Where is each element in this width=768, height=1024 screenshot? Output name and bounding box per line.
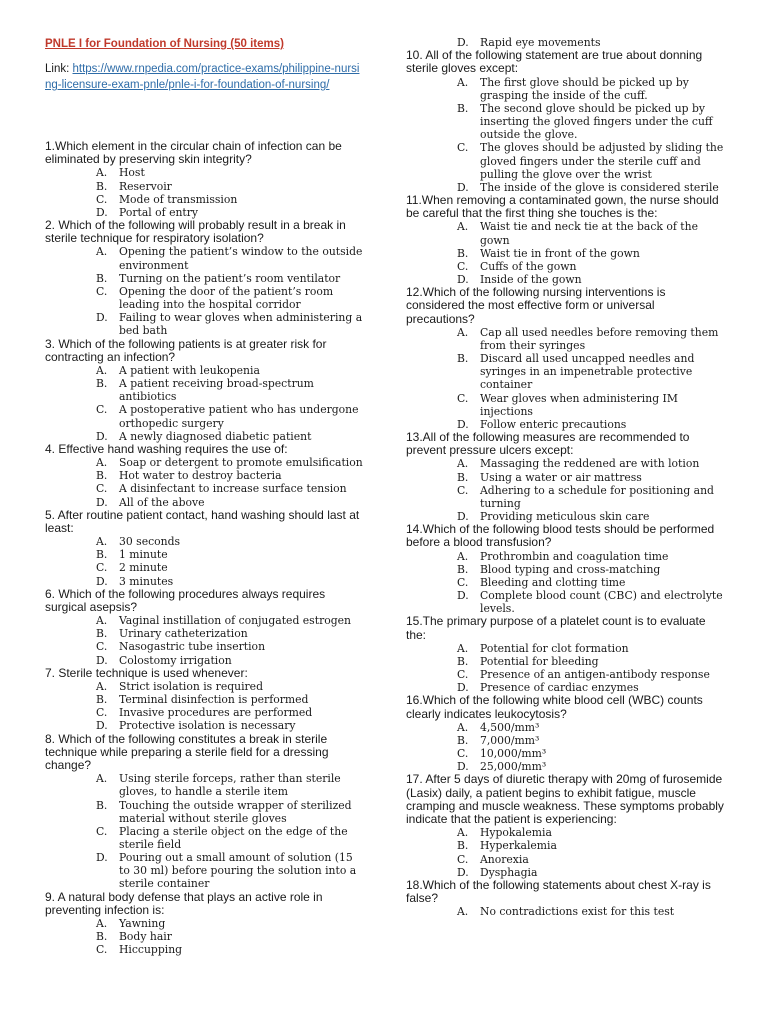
option-list [45, 535, 363, 588]
option-letter: A. [96, 614, 108, 628]
option-letter: A. [96, 917, 108, 931]
question-text: 7. Sterile technique is used whenever: [45, 665, 248, 680]
question-text: 9. A natural body defense that plays an active role in preventing infection is: [45, 889, 323, 917]
source-link-line [45, 61, 363, 93]
left-question-list [45, 140, 363, 956]
option-text: No contradictions exist for this test [480, 905, 675, 919]
option-text: Failing to wear gloves when administering a bed bath [119, 311, 363, 338]
option-list [406, 76, 726, 194]
option-text: A patient with leukopenia [119, 363, 260, 377]
option-text: Body hair [119, 930, 172, 944]
question-text: 18.Which of the following statements about chest X-ray is false? [406, 877, 711, 906]
option-letter: A. [457, 720, 469, 734]
option-letter: C. [457, 668, 469, 682]
option-text: Prothrombin and coagulation time [480, 549, 669, 563]
answer-option [96, 851, 363, 890]
question-block [406, 694, 726, 773]
answer-option [96, 575, 363, 588]
question-block [45, 588, 363, 667]
option-letter: A. [457, 457, 469, 471]
option-letter: A. [457, 826, 469, 840]
question-block [406, 523, 726, 615]
question-text: 17. After 5 days of diuretic therapy with 20mg of furosemide (Lasix) daily, a patient begins to exhibit fatigue, muscle cramping and muscle weakness. These symptoms probably indicate that the patient is experiencing: [406, 772, 724, 827]
answer-option [96, 535, 363, 548]
option-list [45, 245, 363, 337]
option-letter: C. [96, 561, 108, 575]
question-text: 16.Which of the following white blood cell (WBC) counts clearly indicates leukocytosis? [406, 693, 703, 721]
option-text: Dysphagia [480, 865, 538, 879]
question-text: 12.Which of the following nursing interventions is considered the most effective form or universal precautions? [406, 285, 666, 326]
option-text: Wear gloves when administering IM injections [480, 391, 678, 418]
option-letter: D. [96, 719, 108, 733]
option-text: Anorexia [480, 852, 529, 866]
answer-option [457, 392, 726, 418]
answer-option [96, 469, 363, 482]
option-letter: A. [96, 363, 108, 377]
answer-option [96, 561, 363, 574]
question-block [45, 443, 363, 509]
answer-option [96, 272, 363, 285]
option-letter: A. [457, 220, 469, 234]
option-text: Host [119, 166, 145, 180]
option-letter: C. [457, 575, 469, 589]
option-letter: B. [96, 693, 108, 707]
option-text: Mode of transmission [119, 192, 238, 206]
answer-option [457, 655, 726, 668]
option-letter: B. [96, 271, 108, 285]
answer-option [96, 496, 363, 509]
option-list [45, 917, 363, 956]
option-text: Opening the door of the patient’s room leading into the hospital corridor [119, 284, 334, 312]
option-letter: C. [96, 640, 108, 654]
option-text: The second glove should be picked up by inserting the gloved fingers under the cuff outside the glove. [480, 101, 713, 142]
option-letter: B. [96, 798, 108, 812]
question-block [406, 49, 726, 194]
question-block [45, 219, 363, 338]
option-letter: A. [457, 75, 469, 89]
answer-option [96, 180, 363, 193]
option-text: Massaging the reddened are with lotion [480, 457, 700, 471]
option-text: 25,000/mm³ [480, 760, 547, 774]
answer-option [457, 102, 726, 141]
answer-option [457, 76, 726, 102]
option-letter: D. [457, 865, 469, 879]
option-letter: D. [457, 760, 469, 774]
option-text: 30 seconds [119, 535, 181, 549]
option-letter: A. [96, 772, 108, 786]
option-text: Reservoir [119, 179, 172, 193]
option-letter: A. [96, 166, 108, 180]
option-text: Hypokalemia [480, 826, 552, 840]
question-block [45, 891, 363, 957]
option-text: A patient receiving broad-spectrum antibiotics [119, 377, 314, 404]
option-letter: C. [96, 482, 108, 496]
answer-option [457, 457, 726, 470]
answer-option [96, 680, 363, 693]
option-text: Presence of an antigen-antibody response [480, 668, 710, 682]
option-letter: B. [96, 930, 108, 944]
option-letter: A. [457, 905, 469, 919]
option-text: Yawning [119, 917, 166, 931]
option-text: 4,500/mm³ [480, 720, 540, 734]
answer-option [96, 640, 363, 653]
option-letter: D. [457, 180, 469, 194]
option-text: A postoperative patient who has undergone orthopedic surgery [119, 403, 359, 430]
question-block [45, 667, 363, 733]
option-letter: D. [96, 653, 108, 667]
option-list [45, 364, 363, 443]
option-text: Colostomy irrigation [119, 653, 232, 667]
option-letter: B. [96, 548, 108, 562]
option-text: Presence of cardiac enzymes [480, 681, 639, 695]
option-letter: B. [457, 562, 469, 576]
question-text: 3. Which of the following patients is at greater risk for contracting an infection? [45, 336, 327, 364]
answer-option [96, 166, 363, 179]
answer-option [96, 917, 363, 930]
option-text: Hiccupping [119, 943, 183, 957]
option-text: Bleeding and clotting time [480, 575, 626, 589]
option-letter: C. [96, 192, 108, 206]
answer-option [96, 943, 363, 956]
option-letter: A. [457, 641, 469, 655]
option-text: Adhering to a schedule for positioning and turning [480, 483, 714, 510]
question-block [45, 733, 363, 891]
question-block [406, 615, 726, 694]
question-text: 2. Which of the following will probably result in a break in sterile technique for respiratory isolation? [45, 218, 346, 246]
option-letter: A. [96, 456, 108, 470]
option-text: Discard all used uncapped needles and syringes in an impenetrable protective container [480, 352, 695, 392]
answer-option [457, 839, 726, 852]
option-text: Invasive procedures are performed [119, 706, 313, 720]
answer-option [457, 866, 726, 879]
link-label: Link: [45, 63, 73, 75]
option-letter: B. [96, 469, 108, 483]
option-letter: B. [96, 377, 108, 391]
option-list [45, 614, 363, 667]
answer-option [96, 377, 363, 403]
option-letter: A. [457, 325, 469, 339]
option-letter: D. [96, 851, 108, 865]
option-text: Portal of entry [119, 205, 199, 219]
answer-option [96, 693, 363, 706]
option-letter: A. [96, 535, 108, 549]
option-list [45, 166, 363, 219]
answer-option [96, 706, 363, 719]
question-block [406, 286, 726, 431]
option-list [406, 457, 726, 523]
option-letter: B. [96, 179, 108, 193]
option-letter: B. [457, 839, 469, 853]
answer-option [96, 364, 363, 377]
option-text: Inside of the gown [480, 273, 582, 286]
answer-option [457, 326, 726, 352]
option-list [45, 772, 363, 890]
option-list [406, 550, 726, 616]
answer-option [96, 311, 363, 337]
answer-option [96, 825, 363, 851]
answer-option [457, 550, 726, 563]
option-text: The gloves should be adjusted by sliding the gloved fingers under the sterile cuff and pulling the glove over the wrist [480, 141, 724, 181]
option-text: Pouring out a small amount of solution (15 to 30 ml) before pouring the solution into a sterile container [119, 851, 357, 891]
option-text: Touching the outside wrapper of sterilized material without sterile gloves [119, 798, 352, 825]
option-letter: D. [96, 574, 108, 588]
option-letter: C. [96, 706, 108, 720]
option-letter: C. [96, 824, 108, 838]
option-letter: B. [457, 352, 469, 366]
option-letter: D. [96, 311, 108, 325]
answer-option [96, 627, 363, 640]
answer-option [96, 654, 363, 667]
answer-option [457, 563, 726, 576]
answer-option [457, 247, 726, 260]
option-text: The first glove should be picked up by grasping the inside of the cuff. [480, 75, 689, 102]
option-letter: C. [96, 943, 108, 957]
option-text: All of the above [119, 495, 205, 509]
option-text: A newly diagnosed diabetic patient [119, 429, 312, 443]
question-block [406, 879, 726, 919]
question-block [406, 194, 726, 286]
answer-option [457, 642, 726, 655]
option-text: Hot water to destroy bacteria [119, 469, 282, 483]
option-letter: A. [96, 679, 108, 693]
answer-option [96, 193, 363, 206]
option-list [406, 326, 726, 431]
option-letter: D. [457, 273, 469, 286]
option-text: 3 minutes [119, 574, 174, 588]
answer-option [457, 668, 726, 681]
option-text: Strict isolation is required [119, 679, 263, 693]
answer-option [96, 430, 363, 443]
option-letter: B. [457, 733, 469, 747]
answer-option [457, 721, 726, 734]
answer-option [457, 181, 726, 194]
question-block [406, 773, 726, 878]
option-text: The inside of the glove is considered sterile [480, 180, 719, 194]
option-text: Blood typing and cross-matching [480, 562, 661, 576]
option-letter: D. [96, 495, 108, 509]
answer-option [96, 930, 363, 943]
option-text: Urinary catheterization [119, 627, 248, 641]
answer-option [457, 734, 726, 747]
option-letter: C. [457, 391, 469, 405]
answer-option [457, 853, 726, 866]
option-letter: C. [457, 141, 469, 155]
option-text: Waist tie in front of the gown [480, 246, 640, 260]
option-letter: D. [457, 510, 469, 524]
document-title: PNLE I for Foundation of Nursing (50 items) [45, 38, 284, 50]
option-letter: C. [457, 259, 469, 273]
option-list [45, 680, 363, 733]
option-text: 1 minute [119, 548, 168, 562]
option-letter: B. [457, 246, 469, 260]
option-text: Rapid eye movements [480, 36, 601, 49]
answer-option [457, 220, 726, 246]
answer-option [96, 482, 363, 495]
question-text: 11.When removing a contaminated gown, the nurse should be careful that the first thing she touches is the: [406, 192, 719, 221]
question-block [45, 509, 363, 588]
option-list [406, 905, 726, 918]
option-letter: C. [457, 747, 469, 761]
option-text: Cuffs of the gown [480, 259, 577, 273]
question-text: 4. Effective hand washing requires the use of: [45, 441, 288, 456]
option-letter: B. [457, 470, 469, 484]
option-text: Complete blood count (CBC) and electrolyte levels. [480, 589, 723, 616]
option-letter: C. [96, 284, 108, 298]
answer-option [96, 719, 363, 732]
question-text: 13.All of the following measures are recommended to prevent pressure ulcers except: [406, 430, 690, 458]
source-link[interactable]: https://www.rnpedia.com/practice-exams/philippine-nursing-licensure-exam-pnle/pnle-i-for-foundation-of-nursing/ [45, 63, 360, 91]
option-letter: D. [457, 417, 469, 431]
answer-option [96, 799, 363, 825]
option-letter: D. [457, 681, 469, 695]
answer-option [96, 456, 363, 469]
question-block [45, 140, 363, 219]
option-text: Using sterile forceps, rather than sterile gloves, to handle a sterile item [119, 772, 341, 799]
answer-option [457, 747, 726, 760]
option-text: Hyperkalemia [480, 839, 557, 853]
option-text: Terminal disinfection is performed [119, 693, 309, 707]
option-letter: A. [457, 549, 469, 563]
option-letter: A. [96, 245, 108, 259]
question-text: 15.The primary purpose of a platelet count is to evaluate the: [406, 614, 706, 642]
option-letter: C. [457, 483, 469, 497]
option-text: Protective isolation is necessary [119, 719, 296, 733]
option-letter: D. [96, 205, 108, 219]
option-letter: C. [96, 403, 108, 417]
option-list [45, 456, 363, 509]
option-text: 7,000/mm³ [480, 733, 540, 747]
option-text: Providing meticulous skin care [480, 510, 650, 524]
option-text: Soap or detergent to promote emulsification [119, 456, 363, 470]
option-text: Vaginal instillation of conjugated estrogen [119, 614, 351, 628]
option-letter: B. [96, 627, 108, 641]
answer-option [96, 245, 363, 271]
answer-option [457, 589, 726, 615]
option-list [406, 642, 726, 695]
answer-option [457, 352, 726, 391]
answer-option [457, 576, 726, 589]
option-text: Nasogastric tube insertion [119, 640, 266, 654]
option-text: Follow enteric precautions [480, 417, 627, 431]
question-text: 1.Which element in the circular chain of infection can be eliminated by preserving skin integrity? [45, 139, 342, 167]
option-text: 2 minute [119, 561, 168, 575]
answer-option [457, 471, 726, 484]
option-text: Waist tie and neck tie at the back of the gown [480, 220, 698, 247]
question-text: 10. All of the following statement are true about donning sterile gloves except: [406, 48, 703, 76]
option-text: Cap all used needles before removing them from their syringes [480, 325, 719, 352]
answer-option [457, 141, 726, 180]
answer-option [96, 285, 363, 311]
answer-option [96, 548, 363, 561]
right-question-list [406, 36, 726, 918]
option-text: Potential for clot formation [480, 641, 629, 655]
option-text: Using a water or air mattress [480, 470, 642, 484]
option-letter: D. [457, 589, 469, 603]
question-block [406, 431, 726, 523]
question-text: 8. Which of the following constitutes a break in sterile technique while preparing a sterile field for a dressing change? [45, 731, 329, 772]
option-text: A disinfectant to increase surface tension [119, 482, 347, 496]
question-text: 6. Which of the following procedures always requires surgical asepsis? [45, 586, 326, 614]
option-letter: B. [457, 654, 469, 668]
answer-option [96, 403, 363, 429]
option-letter: C. [457, 852, 469, 866]
option-letter: D. [96, 429, 108, 443]
answer-option [457, 260, 726, 273]
question-block [45, 338, 363, 443]
question-text: 14.Which of the following blood tests should be performed before a blood transfusion? [406, 522, 715, 550]
answer-option [457, 826, 726, 839]
answer-option [96, 772, 363, 798]
answer-option [457, 484, 726, 510]
option-text: Turning on the patient’s room ventilator [119, 271, 341, 285]
option-text: Opening the patient’s window to the outside environment [119, 245, 363, 272]
option-list [406, 826, 726, 879]
option-list [406, 721, 726, 774]
option-letter: D. [457, 36, 469, 49]
option-list [406, 220, 726, 286]
answer-option [457, 905, 726, 918]
option-text: Potential for bleeding [480, 654, 599, 668]
option-letter: B. [457, 101, 469, 115]
option-text: 10,000/mm³ [480, 747, 547, 761]
option-text: Placing a sterile object on the edge of the sterile field [119, 824, 348, 851]
answer-option [96, 614, 363, 627]
question-text: 5. After routine patient contact, hand washing should last at least: [45, 507, 360, 535]
